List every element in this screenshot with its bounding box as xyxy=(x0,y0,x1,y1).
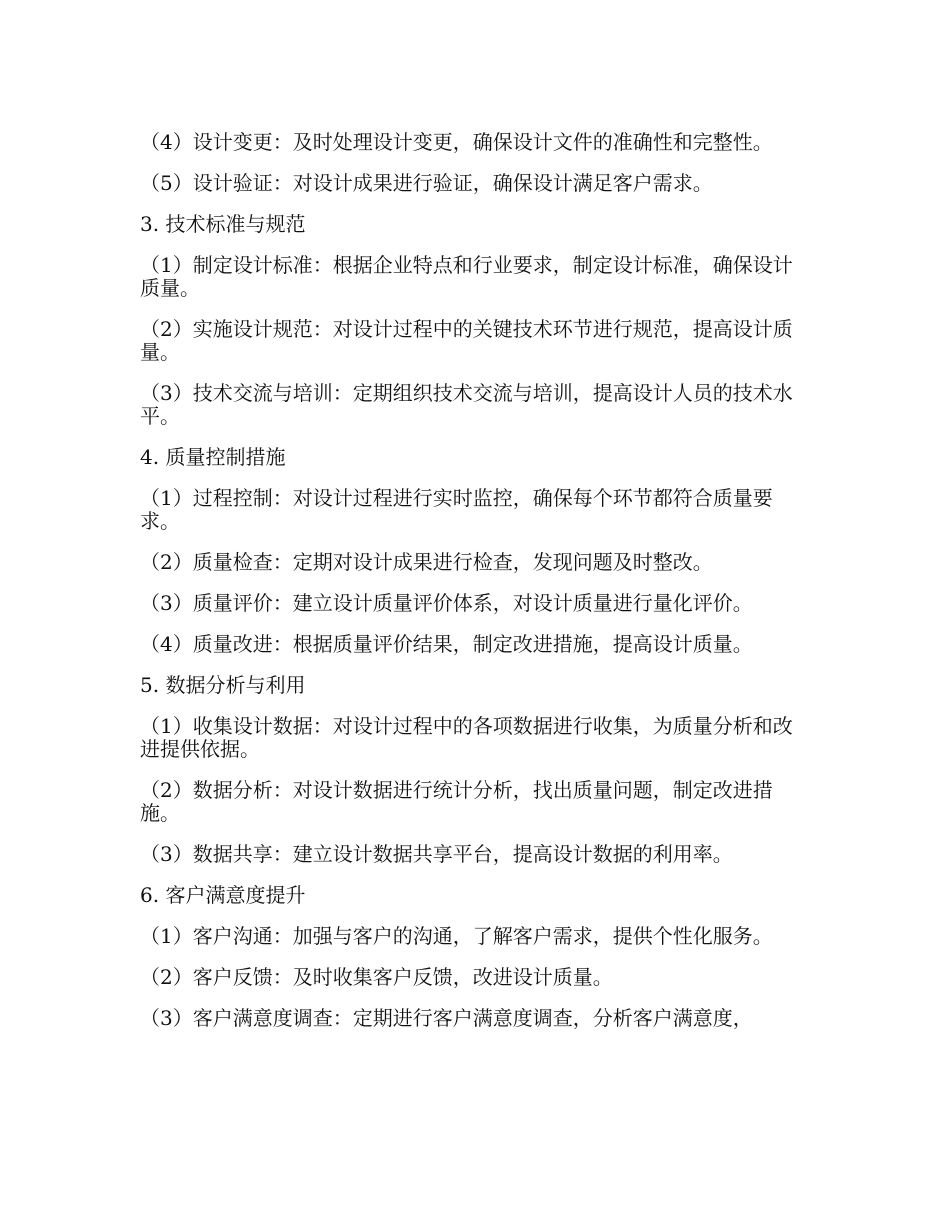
paragraph-design-specifications: （2）实施设计规范：对设计过程中的关键技术环节进行规范，提高设计质量。 xyxy=(140,317,793,364)
paragraph-data-analysis: （2）数据分析：对设计数据进行统计分析，找出质量问题，制定改进措施。 xyxy=(140,778,773,825)
paragraph-design-standards: （1）制定设计标准：根据企业特点和行业要求，制定设计标准，确保设计质量。 xyxy=(140,253,793,300)
section-heading-5: 5. 数据分析与利用 xyxy=(140,673,306,697)
paragraph-quality-inspection: （2）质量检查：定期对设计成果进行检查，发现问题及时整改。 xyxy=(140,550,713,574)
paragraph-quality-improvement: （4）质量改进：根据质量评价结果，制定改进措施，提高设计质量。 xyxy=(140,632,753,656)
section-heading-4: 4. 质量控制措施 xyxy=(140,445,286,469)
document-body xyxy=(140,131,812,1048)
paragraph-customer-communication: （1）客户沟通：加强与客户的沟通，了解客户需求，提供个性化服务。 xyxy=(140,924,773,948)
paragraph-design-change: （4）设计变更：及时处理设计变更，确保设计文件的准确性和完整性。 xyxy=(140,130,773,154)
paragraph-data-sharing: （3）数据共享：建立设计数据共享平台，提高设计数据的利用率。 xyxy=(140,842,733,866)
paragraph-collect-data: （1）收集设计数据：对设计过程中的各项数据进行收集，为质量分析和改进提供依据。 xyxy=(140,714,793,761)
section-heading-3: 3. 技术标准与规范 xyxy=(140,212,306,236)
paragraph-satisfaction-survey: （3）客户满意度调查：定期进行客户满意度调查，分析客户满意度， xyxy=(140,1006,753,1030)
paragraph-process-control: （1）过程控制：对设计过程进行实时监控，确保每个环节都符合质量要求。 xyxy=(140,486,773,533)
section-heading-6: 6. 客户满意度提升 xyxy=(140,883,306,907)
paragraph-quality-evaluation: （3）质量评价：建立设计质量评价体系，对设计质量进行量化评价。 xyxy=(140,591,753,615)
paragraph-customer-feedback: （2）客户反馈：及时收集客户反馈，改进设计质量。 xyxy=(140,965,613,989)
paragraph-design-verification: （5）设计验证：对设计成果进行验证，确保设计满足客户需求。 xyxy=(140,171,713,195)
paragraph-technical-training: （3）技术交流与培训：定期组织技术交流与培训，提高设计人员的技术水平。 xyxy=(140,381,793,428)
